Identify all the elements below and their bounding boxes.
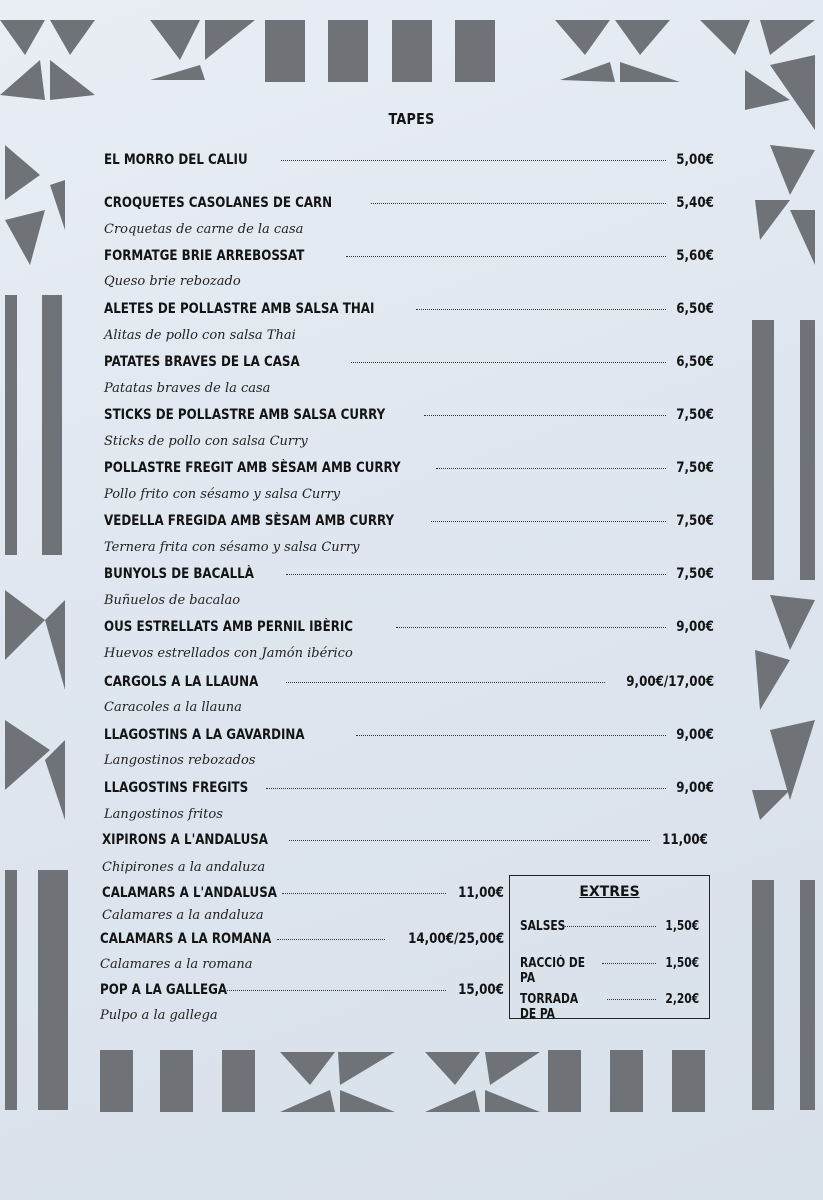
menu-item (104, 354, 714, 376)
item-subtitle: Pulpo a la gallega (100, 1008, 218, 1023)
item-price: 15,00€ (458, 982, 504, 998)
item-price: 5,40€ (676, 195, 714, 211)
item-price: 7,50€ (676, 513, 714, 529)
item-name: POP A LA GALLEGA (100, 982, 228, 998)
menu-item (104, 780, 714, 802)
item-name: FORMATGE BRIE ARREBOSSAT (104, 248, 305, 264)
item-name: CARGOLS A LA LLAUNA (104, 674, 259, 690)
menu-item (102, 885, 504, 907)
item-subtitle: Queso brie rebozado (104, 274, 241, 289)
extras-item-price: 2,20€ (665, 992, 699, 1007)
menu-item (104, 513, 714, 535)
item-subtitle: Alitas de pollo con salsa Thai (104, 328, 296, 343)
item-name: CALAMARS A LA ROMANA (100, 931, 272, 947)
item-subtitle: Sticks de pollo con salsa Curry (104, 434, 308, 449)
item-price: 9,00€ (676, 727, 714, 743)
menu-item (104, 407, 714, 429)
item-price: 5,60€ (676, 248, 714, 264)
extras-title: EXTRES (579, 884, 640, 900)
menu-item (104, 674, 714, 696)
item-subtitle: Huevos estrellados con Jamón ibérico (104, 646, 353, 661)
menu-item (100, 931, 504, 953)
menu-item (104, 301, 714, 323)
item-price: 9,00€ (676, 780, 714, 796)
item-subtitle: Calamares a la romana (100, 957, 253, 972)
menu-item (104, 460, 714, 482)
extras-item-name: TORRADA DE PA (520, 992, 579, 1022)
item-name: STICKS DE POLLASTRE AMB SALSA CURRY (104, 407, 386, 423)
menu-item (100, 982, 504, 1004)
item-name: ALETES DE POLLASTRE AMB SALSA THAI (104, 301, 375, 317)
item-name: CALAMARS A L'ANDALUSA (102, 885, 277, 901)
item-price: 6,50€ (676, 354, 714, 370)
extras-item-name: SALSES (520, 919, 566, 934)
menu-item (102, 832, 708, 854)
menu-item (104, 619, 714, 641)
item-subtitle: Pollo frito con sésamo y salsa Curry (104, 487, 341, 502)
item-name: BUNYOLS DE BACALLÀ (104, 566, 254, 582)
item-price: 6,50€ (676, 301, 714, 317)
item-price: 9,00€/17,00€ (626, 674, 714, 690)
menu-item (104, 248, 714, 270)
item-subtitle: Buñuelos de bacalao (104, 593, 241, 608)
item-name: CROQUETES CASOLANES DE CARN (104, 195, 333, 211)
item-name: PATATES BRAVES DE LA CASA (104, 354, 300, 370)
extras-item-name: RACCIÓ DE PA (520, 956, 585, 986)
item-subtitle: Langostinos fritos (104, 807, 223, 822)
item-price: 11,00€ (662, 832, 708, 848)
item-subtitle: Chipirones a la andaluza (102, 860, 266, 875)
item-name: VEDELLA FREGIDA AMB SÈSAM AMB CURRY (104, 513, 395, 529)
item-price: 7,50€ (676, 407, 714, 423)
item-price: 7,50€ (676, 460, 714, 476)
menu-item (104, 727, 714, 749)
item-price: 7,50€ (676, 566, 714, 582)
item-name: XIPIRONS A L'ANDALUSA (102, 832, 269, 848)
extras-item-price: 1,50€ (665, 919, 699, 934)
item-name: LLAGOSTINS FREGITS (104, 780, 249, 796)
item-price: 9,00€ (676, 619, 714, 635)
item-subtitle: Patatas braves de la casa (104, 381, 271, 396)
item-name: LLAGOSTINS A LA GAVARDINA (104, 727, 305, 743)
extras-item (520, 992, 699, 1022)
menu-item (104, 195, 714, 217)
item-subtitle: Croquetas de carne de la casa (104, 222, 304, 237)
item-name: OUS ESTRELLATS AMB PERNIL IBÈRIC (104, 619, 354, 635)
extras-item (520, 919, 699, 934)
item-subtitle: Caracoles a la llauna (104, 700, 242, 715)
menu-title: TAPES (388, 110, 435, 128)
menu-item (104, 566, 714, 588)
item-name: EL MORRO DEL CALIU (104, 152, 248, 168)
extras-item (520, 956, 699, 986)
item-subtitle: Calamares a la andaluza (102, 908, 264, 923)
item-name: POLLASTRE FREGIT AMB SÈSAM AMB CURRY (104, 460, 401, 476)
item-price: 5,00€ (676, 152, 714, 168)
extras-item-price: 1,50€ (665, 956, 699, 971)
extras-box (509, 875, 710, 1022)
item-subtitle: Ternera frita con sésamo y salsa Curry (104, 540, 360, 555)
item-price: 14,00€/25,00€ (407, 931, 504, 947)
item-subtitle: Langostinos rebozados (104, 753, 256, 768)
item-price: 11,00€ (458, 885, 504, 901)
menu-item (104, 152, 714, 174)
